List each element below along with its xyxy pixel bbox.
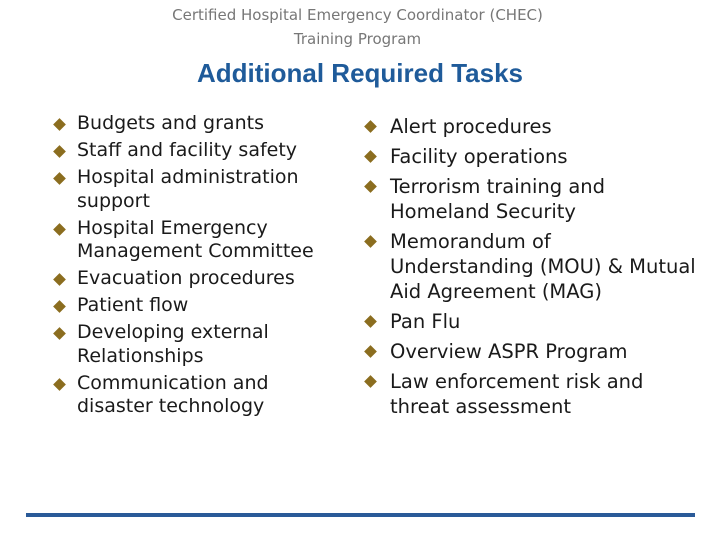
list-item: Communication and disaster technology — [52, 372, 352, 419]
list-item: Evacuation procedures — [52, 267, 352, 291]
list-item: Terrorism training and Homeland Security — [362, 174, 712, 224]
diamond-bullet-icon — [364, 120, 377, 133]
diamond-bullet-icon — [364, 345, 377, 358]
list-item: Memorandum of Understanding (MOU) & Mutual Aid Agreement (MAG) — [362, 229, 712, 304]
diamond-bullet-icon — [53, 300, 66, 313]
bottom-divider — [26, 513, 695, 517]
diamond-bullet-icon — [53, 273, 66, 286]
left-task-list — [52, 112, 352, 422]
diamond-bullet-icon — [364, 375, 377, 388]
diamond-bullet-icon — [364, 180, 377, 193]
header-line-2: Training Program — [293, 30, 422, 48]
list-item: Facility operations — [362, 144, 712, 169]
list-item: Alert procedures — [362, 114, 712, 139]
diamond-bullet-icon — [53, 327, 66, 340]
list-item: Hospital administration support — [52, 166, 352, 213]
slide-header — [0, 3, 715, 51]
header-line-1: Certified Hospital Emergency Coordinator (CHEC) — [172, 6, 543, 24]
right-task-list — [362, 114, 712, 424]
list-item: Law enforcement risk and threat assessment — [362, 369, 712, 419]
list-item: Budgets and grants — [52, 112, 352, 136]
diamond-bullet-icon — [364, 150, 377, 163]
list-item: Staff and facility safety — [52, 139, 352, 163]
diamond-bullet-icon — [53, 223, 66, 236]
diamond-bullet-icon — [364, 315, 377, 328]
diamond-bullet-icon — [364, 235, 377, 248]
slide-title: Additional Required Tasks — [196, 58, 523, 88]
diamond-bullet-icon — [53, 118, 66, 131]
list-item: Pan Flu — [362, 309, 712, 334]
list-item: Developing external Relationships — [52, 321, 352, 368]
list-item: Patient flow — [52, 294, 352, 318]
diamond-bullet-icon — [53, 145, 66, 158]
diamond-bullet-icon — [53, 378, 66, 391]
diamond-bullet-icon — [53, 172, 66, 185]
list-item: Hospital Emergency Management Committee — [52, 217, 352, 264]
list-item: Overview ASPR Program — [362, 339, 712, 364]
